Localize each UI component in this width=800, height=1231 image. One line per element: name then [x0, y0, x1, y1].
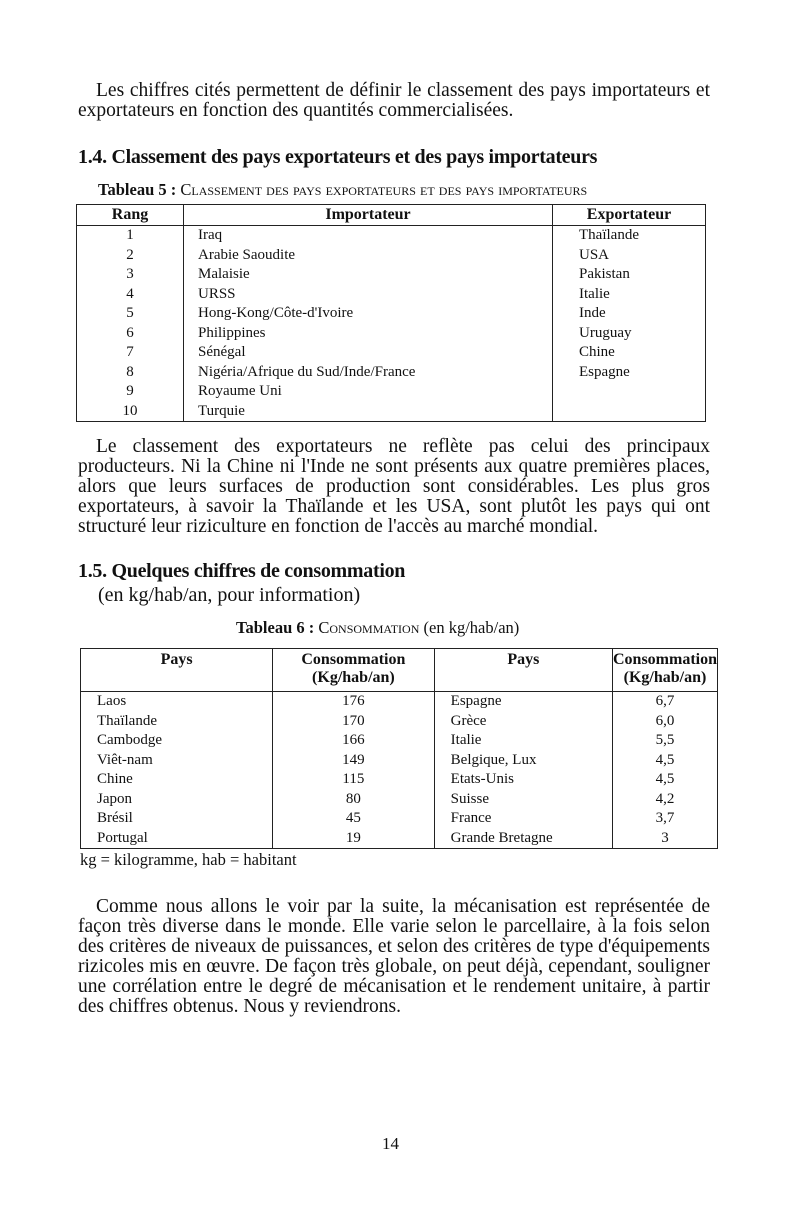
consommation-cell: 3,7 [655, 810, 675, 826]
column-header-exportateur: Exportateur [553, 205, 706, 226]
consommation-cell: 5,5 [655, 732, 675, 748]
header-line: Consommation [301, 651, 406, 668]
table-header-row [81, 649, 718, 692]
rang-cell: 7 [77, 343, 184, 363]
importateur-cell: Malaisie [184, 265, 553, 285]
importateur-cell: Royaume Uni [184, 382, 553, 402]
rang-cell: 10 [77, 402, 184, 422]
table-row [77, 226, 706, 246]
importateur-cell: Philippines [184, 324, 553, 344]
consommation-cell: 45 [273, 809, 435, 829]
table-6-caption-text: Consommation [318, 618, 420, 637]
intro-paragraph [78, 81, 710, 121]
consommation-cell: 6,7 [655, 693, 675, 709]
exportateur-cell: Italie [579, 285, 610, 302]
pays-cell: Cambodge [81, 731, 273, 751]
exportateur-cell: Thaïlande [579, 227, 639, 243]
header-line: Pays [160, 651, 193, 668]
consommation-cell: 4,2 [655, 790, 675, 807]
table-row [81, 790, 718, 810]
table-row [81, 712, 718, 732]
table-row [77, 324, 706, 344]
consommation-cell: 149 [273, 751, 435, 771]
table-6-footnote: kg = kilogramme, hab = habitant [80, 850, 297, 869]
column-header-rang: Rang [77, 205, 184, 226]
consommation-cell: 166 [273, 731, 435, 751]
pays-cell: Belgique, Lux [434, 751, 612, 771]
pays-cell: Italie [434, 731, 612, 751]
column-header-consommation [273, 649, 435, 692]
column-header-consommation [612, 649, 717, 692]
consommation-cell: 4,5 [655, 751, 675, 768]
pays-cell: Portugal [81, 829, 273, 849]
exporters-paragraph [78, 437, 710, 537]
consommation-cell: 3 [661, 829, 669, 846]
table-5-ranking [76, 204, 706, 422]
rang-cell: 9 [77, 382, 184, 402]
header-unit: (Kg/hab/an) [312, 669, 395, 686]
exportateur-cell: Espagne [579, 363, 630, 380]
table-5-caption [98, 180, 587, 200]
exportateur-cell: Pakistan [579, 266, 630, 282]
rang-cell: 5 [77, 304, 184, 324]
table-row [77, 285, 706, 305]
consommation-cell: 170 [273, 712, 435, 732]
rang-cell: 8 [77, 363, 184, 383]
header-line: Consommation [612, 651, 717, 668]
section-heading-1-4: 1.4. Classement des pays exportateurs et des pays importateurs [78, 146, 598, 168]
importateur-cell: URSS [184, 285, 553, 305]
importateur-cell: Iraq [184, 226, 553, 246]
column-header-importateur: Importateur [184, 205, 553, 226]
table-row [81, 751, 718, 771]
table-6-caption [236, 618, 519, 638]
consommation-cell: 115 [273, 770, 435, 790]
pays-cell: Grande Bretagne [434, 829, 612, 849]
rang-cell: 6 [77, 324, 184, 344]
pays-cell: Etats-Unis [434, 770, 612, 790]
pays-cell: Chine [81, 770, 273, 790]
table-row [81, 692, 718, 712]
exporters-paragraph-text: Le classement des exportateurs ne reflète pas celui des principaux producteurs. Ni la Chine ni l'Inde ne sont présents aux quatre premières places, alors que leurs surfaces de production sont considérables. Les plus gros exportateurs, à savoir la Thaïlande et les USA, sont plutôt les pays qui ont structuré leur riziculture en fonction de l'accès au marché mondial. [78, 436, 710, 537]
pays-cell: Thaïlande [81, 712, 273, 732]
table-row [77, 382, 706, 402]
exportateur-cell: Inde [579, 305, 606, 321]
rang-cell: 1 [77, 226, 184, 246]
table-row [77, 265, 706, 285]
column-header-pays [434, 649, 612, 692]
section-heading-1-5: 1.5. Quelques chiffres de consommation [78, 560, 406, 582]
table-6-caption-label: Tableau 6 : [236, 618, 315, 637]
section-subheading: (en kg/hab/an, pour information) [98, 584, 361, 606]
mechanisation-paragraph-text: Comme nous allons le voir par la suite, la mécanisation est représentée de façon très diverse dans le monde. Elle varie selon le parcellaire, à la fois selon des critères de niveaux de puissances, et selon des critères de type d'équipements rizicoles mis en œuvre. De façon très globale, on peut déjà, cependant, souligner une corrélation entre le degré de mécanisation et le rendement unitaire, à partir des chiffres obtenus. Nous y reviendrons. [78, 896, 710, 1017]
exportateur-cell [553, 382, 706, 402]
importateur-cell: Turquie [184, 402, 553, 422]
consommation-cell: 80 [273, 790, 435, 810]
table-row [77, 343, 706, 363]
rang-cell: 2 [77, 246, 184, 266]
pays-cell: Suisse [434, 790, 612, 810]
pays-cell: Japon [81, 790, 273, 810]
exportateur-cell: USA [579, 246, 610, 263]
table-6-caption-suffix: (en kg/hab/an) [423, 618, 520, 637]
pays-cell: Viêt-nam [81, 751, 273, 771]
column-header-pays [81, 649, 273, 692]
rang-cell: 3 [77, 265, 184, 285]
mechanisation-paragraph [78, 897, 710, 1017]
table-row [77, 246, 706, 266]
pays-cell: France [434, 809, 612, 829]
importateur-cell: Arabie Saoudite [184, 246, 553, 266]
page-number: 14 [382, 1134, 399, 1153]
table-row [81, 809, 718, 829]
pays-cell: Espagne [434, 692, 612, 712]
table-6-consumption [80, 648, 718, 849]
header-line: Pays [507, 651, 540, 668]
consommation-cell: 176 [273, 692, 435, 712]
exportateur-cell: Chine [579, 344, 615, 360]
pays-cell: Grèce [434, 712, 612, 732]
intro-paragraph-text: Les chiffres cités permettent de définir le classement des pays importateurs et exportateurs en fonction des quantités commercialisées. [78, 80, 710, 121]
table-row [81, 731, 718, 751]
table-header-row [77, 205, 706, 226]
pays-cell: Laos [81, 692, 273, 712]
header-unit: (Kg/hab/an) [623, 669, 707, 686]
consommation-cell: 19 [273, 829, 435, 849]
importateur-cell: Sénégal [184, 343, 553, 363]
table-row [81, 829, 718, 849]
table-5-caption-label: Tableau 5 : [98, 180, 177, 199]
table-row [77, 363, 706, 383]
table-row [77, 304, 706, 324]
table-5-caption-text: Classement des pays exportateurs et des pays importateurs [180, 180, 588, 199]
consommation-cell: 6,0 [655, 712, 675, 729]
table-row [81, 770, 718, 790]
exportateur-cell [553, 402, 706, 422]
exportateur-cell: Uruguay [579, 324, 632, 341]
table-row [77, 402, 706, 422]
pays-cell: Brésil [81, 809, 273, 829]
importateur-cell: Nigéria/Afrique du Sud/Inde/France [184, 363, 553, 383]
consommation-cell: 4,5 [655, 771, 675, 787]
rang-cell: 4 [77, 285, 184, 305]
importateur-cell: Hong-Kong/Côte-d'Ivoire [184, 304, 553, 324]
